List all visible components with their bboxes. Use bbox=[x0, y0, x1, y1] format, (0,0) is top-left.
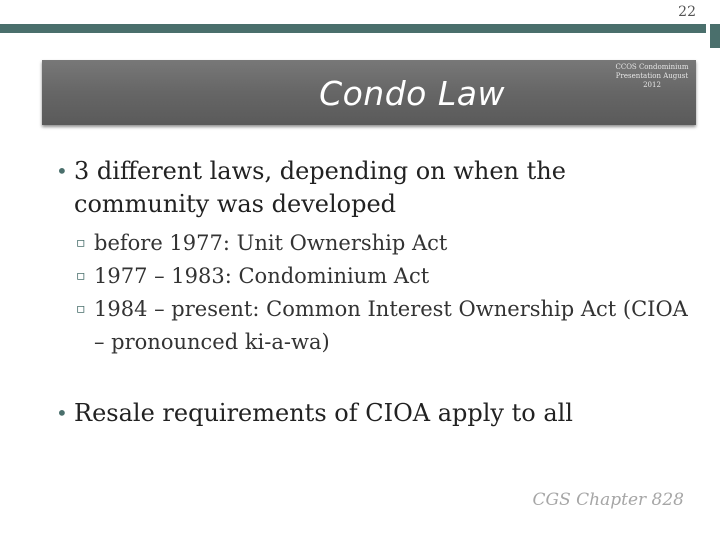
slide-title: Condo Law bbox=[319, 74, 505, 113]
footer-citation: CGS Chapter 828 bbox=[532, 490, 684, 510]
bullet-icon: • bbox=[56, 159, 68, 183]
sub-bullet-list bbox=[76, 227, 696, 359]
sub-bullet-text: before 1977: Unit Ownership Act bbox=[94, 231, 448, 255]
bullet-item bbox=[56, 155, 696, 221]
slide-content bbox=[56, 155, 696, 430]
title-box bbox=[42, 60, 696, 125]
sub-bullet-icon: ▫ bbox=[76, 301, 86, 317]
bullet-item bbox=[56, 397, 696, 430]
slide-number: 22 bbox=[678, 4, 696, 20]
sub-bullet-item bbox=[76, 227, 696, 260]
sub-bullet-text: 1984 – present: Common Interest Ownership Act (CIOA – pronounced ki-a-wa) bbox=[94, 297, 688, 354]
sub-bullet-item bbox=[76, 293, 696, 359]
bullet-text: Resale requirements of CIOA apply to all bbox=[74, 399, 573, 427]
sub-bullet-item bbox=[76, 260, 696, 293]
top-accent-bar bbox=[0, 24, 706, 33]
sub-bullet-icon: ▫ bbox=[76, 268, 86, 284]
top-accent-bar-end bbox=[710, 24, 720, 48]
sub-bullet-icon: ▫ bbox=[76, 235, 86, 251]
title-note: CCOS Condominium Presentation August 2012 bbox=[615, 63, 689, 89]
bullet-text: 3 different laws, depending on when the community was developed bbox=[74, 157, 566, 218]
bullet-icon: • bbox=[56, 401, 68, 425]
sub-bullet-text: 1977 – 1983: Condominium Act bbox=[94, 264, 430, 288]
